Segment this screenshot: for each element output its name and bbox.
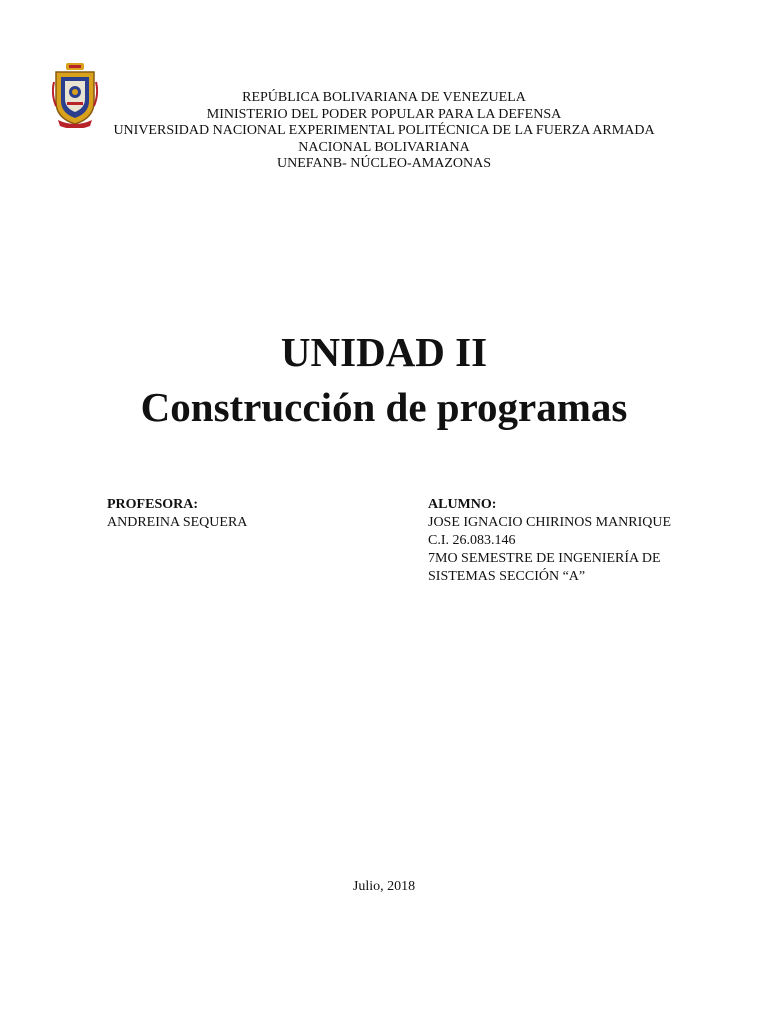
student-id: C.I. 26.083.146: [428, 533, 516, 548]
student-name: JOSE IGNACIO CHIRINOS MANRIQUE: [428, 515, 672, 530]
unit-title: UNIDAD II: [280, 329, 488, 375]
header-line-republic: REPÚBLICA BOLIVARIANA DE VENEZUELA: [242, 90, 526, 105]
header-line-campus: UNEFANB- NÚCLEO-AMAZONAS: [276, 156, 491, 171]
document-date: Julio, 2018: [352, 879, 416, 894]
student-label: ALUMNO:: [428, 497, 497, 512]
student-semester: 7MO SEMESTRE DE INGENIERÍA DE: [428, 551, 661, 566]
student-block: [428, 496, 671, 586]
institution-header: [0, 90, 768, 173]
header-line-national: NACIONAL BOLIVARIANA: [298, 139, 470, 155]
header-line-ministry: MINISTERIO DEL PODER POPULAR PARA LA DEFENSA: [206, 106, 562, 122]
professor-name: ANDREINA SEQUERA: [107, 515, 248, 530]
student-section: SISTEMAS SECCIÓN “A”: [428, 569, 586, 584]
unit-subtitle: Construcción de programas: [140, 384, 628, 430]
header-line-university: UNIVERSIDAD NACIONAL EXPERIMENTAL POLITÉCNICA DE LA FUERZA ARMADA: [113, 123, 655, 138]
professor-label: PROFESORA:: [107, 497, 198, 512]
professor-block: [107, 496, 247, 532]
